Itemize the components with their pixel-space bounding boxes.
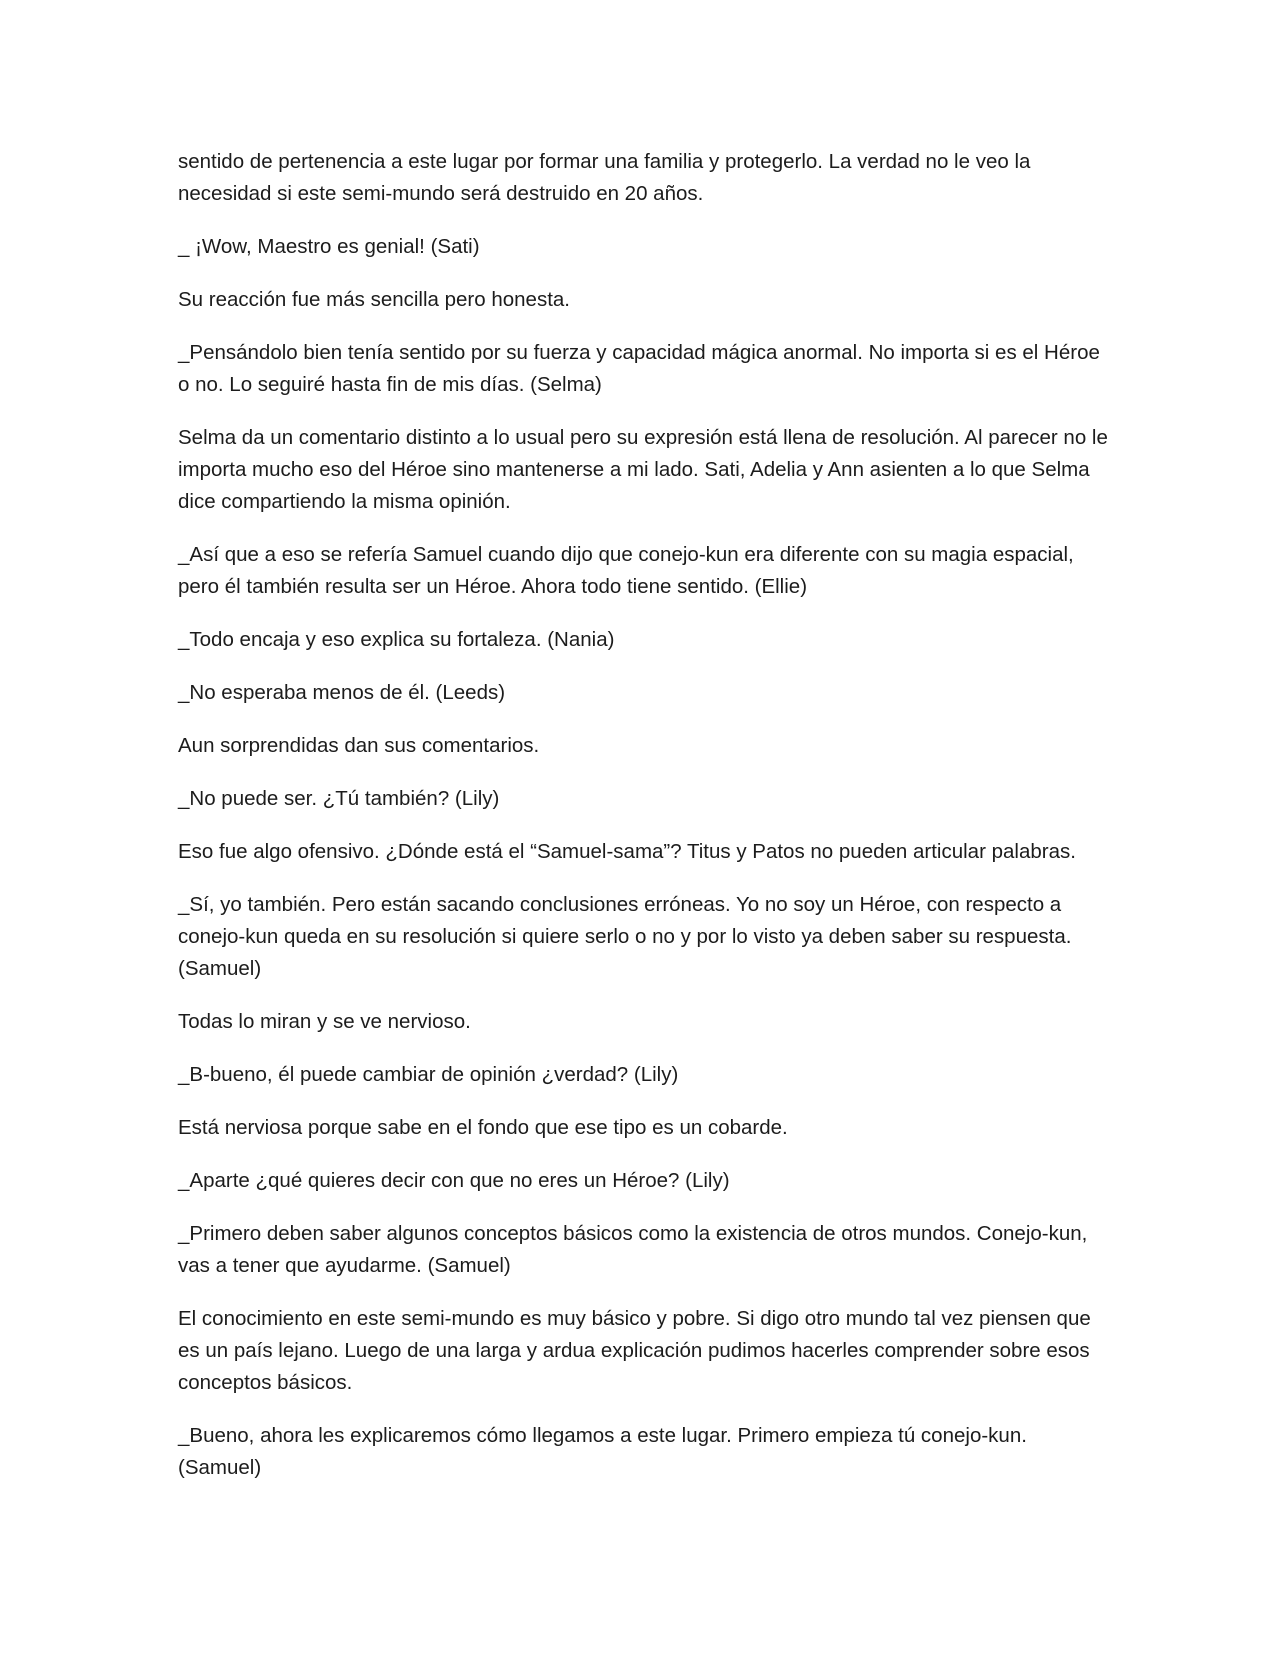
paragraph: _No esperaba menos de él. (Leeds)	[178, 681, 506, 704]
paragraph: _Pensándolo bien tenía sentido por su fuerza y capacidad mágica anormal. No importa si es el Héroe o no. Lo seguiré hasta fin de mis días. (Selma)	[178, 341, 1100, 396]
document-page	[178, 146, 1108, 1505]
paragraph: Selma da un comentario distinto a lo usual pero su expresión está llena de resolución. Al parecer no le importa mucho eso del Héroe sino mantenerse a mi lado. Sati, Adelia y Ann asienten a lo que Selma dice compartiendo la misma opinión.	[178, 426, 1108, 513]
paragraph: _Así que a eso se refería Samuel cuando dijo que conejo-kun era diferente con su magia espacial, pero él también resulta ser un Héroe. Ahora todo tiene sentido. (Ellie)	[178, 543, 1074, 598]
paragraph: _Sí, yo también. Pero están sacando conclusiones erróneas. Yo no soy un Héroe, con respecto a conejo-kun queda en su resolución si quiere serlo o no y por lo visto ya deben saber su respuesta. (Samuel)	[178, 893, 1072, 980]
paragraph: _Aparte ¿qué quieres decir con que no eres un Héroe? (Lily)	[178, 1169, 730, 1192]
paragraph: _Todo encaja y eso explica su fortaleza. (Nania)	[178, 628, 615, 651]
paragraph: Aun sorprendidas dan sus comentarios.	[178, 734, 540, 757]
paragraph: Su reacción fue más sencilla pero honesta.	[178, 288, 571, 311]
paragraph: Todas lo miran y se ve nervioso.	[178, 1010, 471, 1033]
paragraph: _Bueno, ahora les explicaremos cómo llegamos a este lugar. Primero empieza tú conejo-kun. (Samuel)	[178, 1424, 1027, 1479]
paragraph: sentido de pertenencia a este lugar por formar una familia y protegerlo. La verdad no le veo la necesidad si este semi-mundo será destruido en 20 años.	[178, 150, 1031, 205]
paragraph: Eso fue algo ofensivo. ¿Dónde está el “Samuel-sama”? Titus y Patos no pueden articular palabras.	[178, 840, 1076, 863]
paragraph: El conocimiento en este semi-mundo es muy básico y pobre. Si digo otro mundo tal vez piensen que es un país lejano. Luego de una larga y ardua explicación pudimos hacerles comprender sobre esos conceptos básicos.	[178, 1307, 1091, 1394]
paragraph: _ ¡Wow, Maestro es genial! (Sati)	[178, 235, 480, 258]
paragraph: _B-bueno, él puede cambiar de opinión ¿verdad? (Lily)	[178, 1063, 679, 1086]
paragraph: Está nerviosa porque sabe en el fondo que ese tipo es un cobarde.	[178, 1116, 788, 1139]
paragraph: _Primero deben saber algunos conceptos básicos como la existencia de otros mundos. Conejo-kun, vas a tener que ayudarme. (Samuel)	[178, 1222, 1088, 1277]
paragraph: _No puede ser. ¿Tú también? (Lily)	[178, 787, 500, 810]
